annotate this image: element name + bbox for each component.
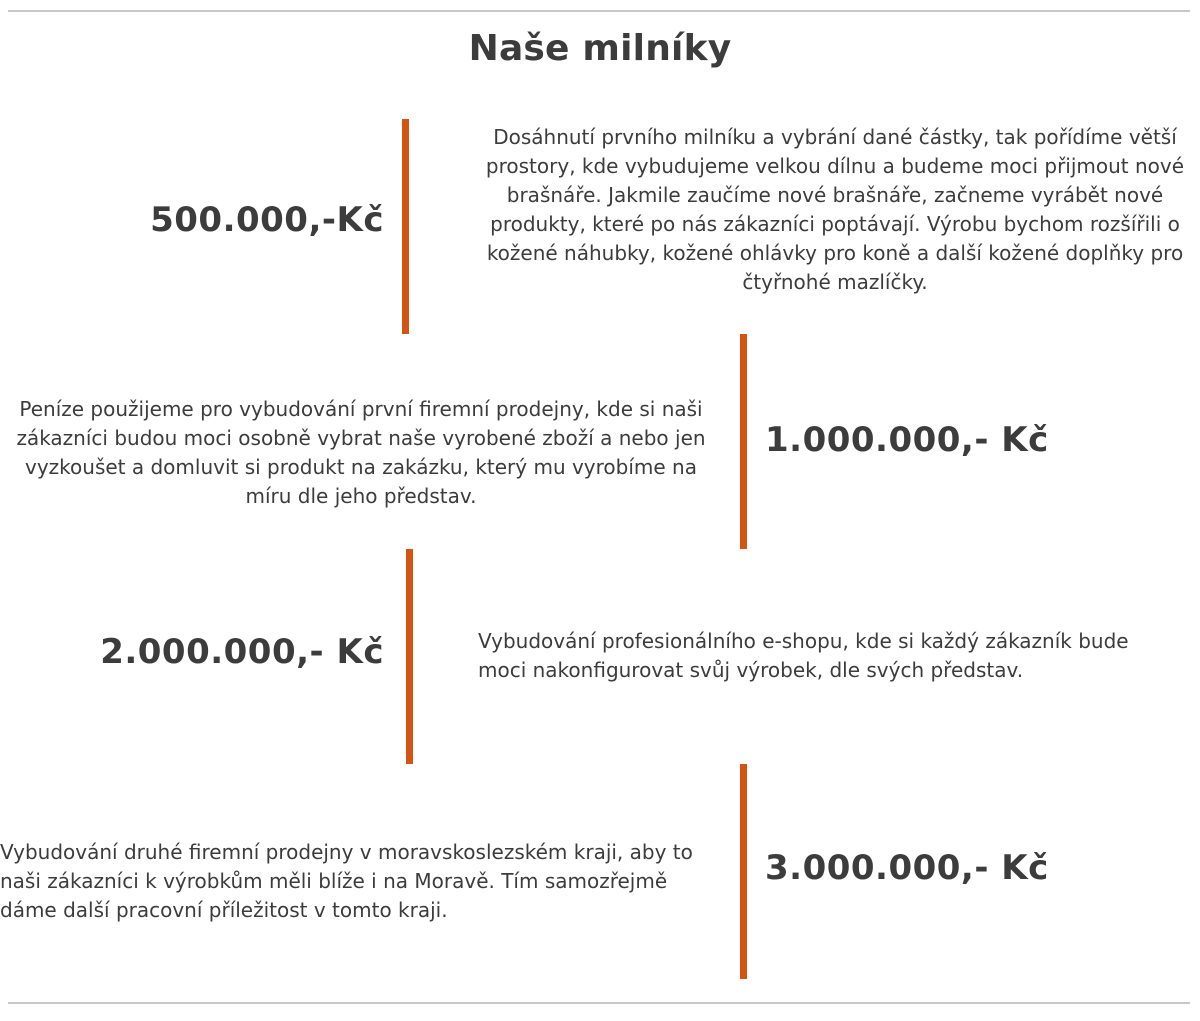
milestone-4-amount: 3.000.000,- Kč xyxy=(765,848,1049,888)
page-title: Naše milníky xyxy=(468,28,732,69)
milestone-1-description: Dosáhnutí prvního milníku a vybrání dané částky, tak pořídíme větší prostory, kde vybudujeme velkou dílnu a budeme moci přijmout nové brašnáře. Jakmile zaučíme nové brašnáře, začneme vyrábět nové produkty, které po nás zákazníci poptávají. Výrobu bychom rozšířili o kožené náhubky, kožené ohlávky pro koně a další kožené doplňky pro čtyřnohé mazlíčky. xyxy=(485,125,1185,294)
milestone-2-amount: 1.000.000,- Kč xyxy=(765,420,1049,460)
milestone-4-description: Vybudování druhé firemní prodejny v moravskoslezském kraji, aby to naši zákazníci k výrobkům měli blíže i na Moravě. Tím samozřejmě dáme další pracovní příležitost v tomto kraji. xyxy=(0,840,693,922)
milestone-1-amount: 500.000,-Kč xyxy=(150,200,384,240)
milestone-2-description: Peníze použijeme pro vybudování první firemní prodejny, kde si naši zákazníci budou moci osobně vybrat naše vyrobené zboží a nebo jen vyzkoušet a domluvit si produkt na zakázku, který mu vyrobíme na míru dle jeho představ. xyxy=(16,397,706,508)
milestone-4-bar xyxy=(740,764,747,979)
top-divider xyxy=(8,10,1190,12)
milestone-3-amount: 2.000.000,- Kč xyxy=(100,632,384,672)
milestone-3-bar xyxy=(406,549,413,764)
milestone-1-bar xyxy=(402,119,409,334)
milestone-2-bar xyxy=(740,334,747,549)
bottom-divider xyxy=(8,1002,1190,1004)
milestone-3-description: Vybudování profesionálního e-shopu, kde si každý zákazník bude moci nakonfigurovat svůj výrobek, dle svých představ. xyxy=(478,629,1129,682)
